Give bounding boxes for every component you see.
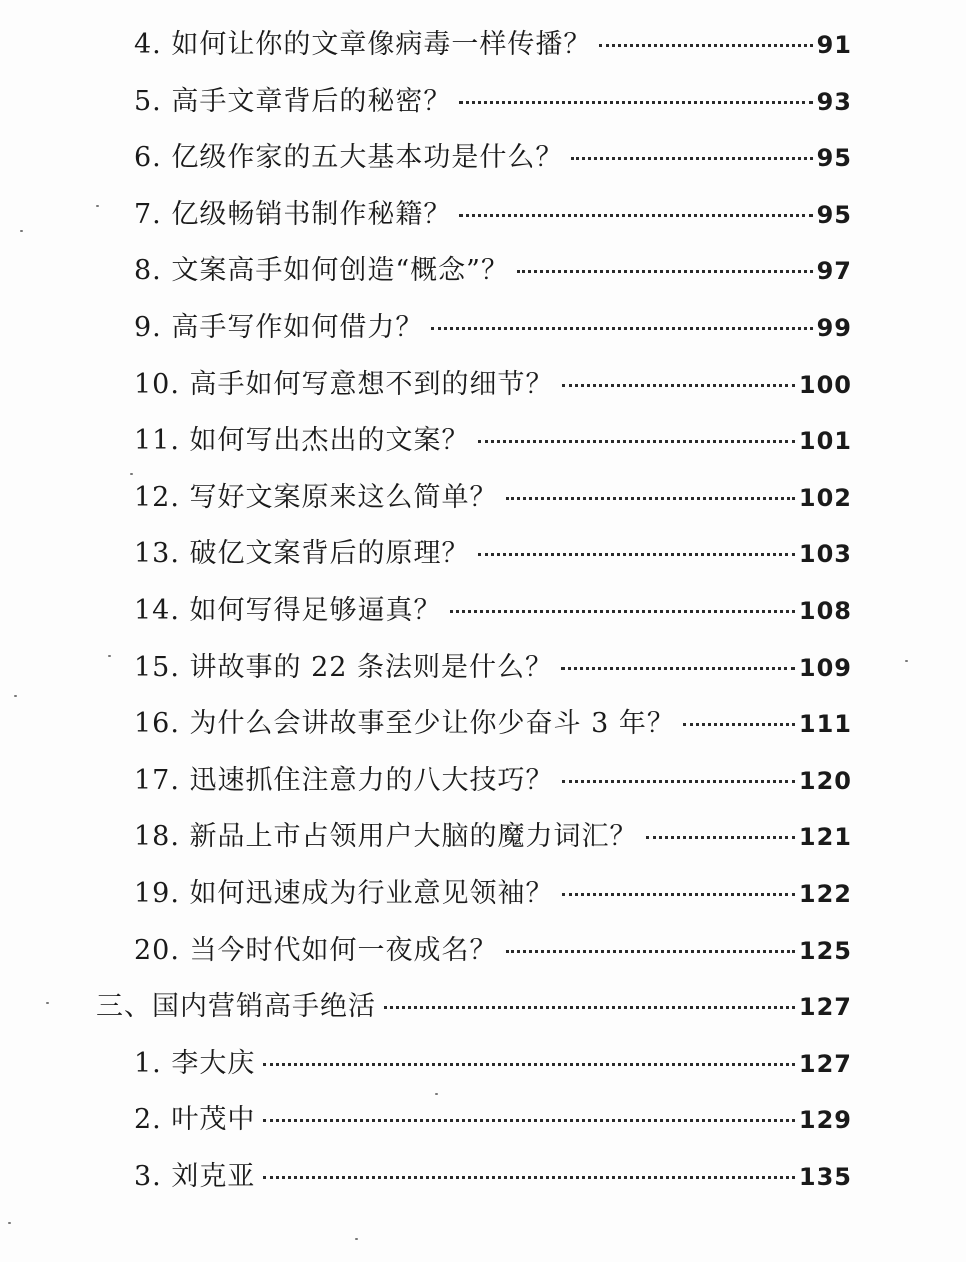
toc-page-number: 100 <box>798 370 852 399</box>
toc-dot-leader <box>561 667 795 670</box>
toc-page-number: 125 <box>798 936 852 965</box>
toc-entry <box>134 79 852 123</box>
toc-dot-leader <box>562 893 795 896</box>
toc-page-number: 120 <box>798 766 852 795</box>
toc-entry <box>134 814 852 858</box>
toc-entry <box>134 531 852 575</box>
toc-section-entry <box>96 984 852 1028</box>
toc-dot-leader <box>517 270 813 273</box>
toc-dot-leader <box>384 1006 795 1009</box>
toc-page-number: 129 <box>798 1106 852 1135</box>
toc-dot-leader <box>562 780 795 783</box>
toc-entry-title: 11. 如何写出杰出的文案？ <box>134 425 470 457</box>
toc-entry <box>134 135 852 179</box>
toc-dot-leader <box>431 327 812 330</box>
toc-dot-leader <box>459 101 812 104</box>
toc-dot-leader <box>478 440 795 443</box>
toc-entry <box>134 22 852 66</box>
toc-dot-leader <box>459 214 812 217</box>
scan-speck <box>46 1002 49 1004</box>
toc-page-number: 111 <box>798 710 852 739</box>
toc-dot-leader <box>506 950 795 953</box>
toc-page-number: 127 <box>798 993 852 1022</box>
scan-speck <box>108 655 111 657</box>
toc-dot-leader <box>263 1176 795 1179</box>
toc-entry-title: 3. 刘克亚 <box>134 1161 256 1192</box>
toc-dot-leader <box>450 610 795 613</box>
toc-entry <box>134 928 852 972</box>
toc-entry <box>134 418 852 462</box>
toc-page-number: 135 <box>798 1163 852 1191</box>
toc-entry <box>134 305 852 349</box>
toc-entry-title: 8. 文案高手如何创造“概念”？ <box>134 255 509 287</box>
toc-entry <box>134 1154 852 1198</box>
toc-entry-title: 1. 李大庆 <box>134 1047 256 1079</box>
toc-entry-title: 20. 当今时代如何一夜成名？ <box>134 934 498 966</box>
toc-page-number: 127 <box>798 1049 852 1078</box>
toc-entry-title: 9. 高手写作如何借力？ <box>134 312 424 343</box>
toc-entry <box>134 192 852 236</box>
toc-page-number: 108 <box>798 597 852 625</box>
toc-dot-leader <box>571 157 812 160</box>
toc-dot-leader <box>599 44 812 47</box>
toc-entry <box>134 645 852 689</box>
toc-entry-title: 2. 叶茂中 <box>134 1104 256 1136</box>
toc-entry-title: 14. 如何写得足够逼真？ <box>134 595 442 626</box>
toc-entry-title: 18. 新品上市占领用户大脑的魔力词汇？ <box>134 821 638 853</box>
scan-speck <box>905 660 908 662</box>
toc-entry-title: 三、国内营销高手绝活 <box>96 991 376 1023</box>
toc-page-number: 102 <box>798 483 852 512</box>
toc-dot-leader <box>478 553 795 556</box>
toc-dot-leader <box>263 1119 795 1122</box>
toc-entry-title: 15. 讲故事的 22 条法则是什么？ <box>134 651 554 683</box>
toc-entry <box>134 1097 852 1141</box>
toc-page-number: 109 <box>798 653 852 682</box>
toc-entry-title: 17. 迅速抓住注意力的八大技巧？ <box>134 764 554 796</box>
toc-page-number: 103 <box>798 540 852 569</box>
toc-entry <box>134 588 852 632</box>
toc-entry-title: 6. 亿级作家的五大基本功是什么？ <box>134 142 564 174</box>
toc-dot-leader <box>562 384 795 387</box>
scan-speck <box>130 473 133 475</box>
toc-entry <box>134 475 852 519</box>
toc-entry-title: 10. 高手如何写意想不到的细节？ <box>134 368 554 400</box>
toc-entry-title: 7. 亿级畅销书制作秘籍？ <box>134 198 452 230</box>
toc-entry <box>134 362 852 406</box>
toc-entry-title: 12. 写好文案原来这么简单？ <box>134 481 498 513</box>
scan-speck <box>435 1093 438 1095</box>
toc-entry-title: 13. 破亿文案背后的原理？ <box>134 538 470 570</box>
scan-speck <box>20 230 23 232</box>
toc-page-number: 95 <box>816 200 852 229</box>
toc-entry <box>134 758 852 802</box>
scan-speck <box>14 695 17 697</box>
toc-page-number: 97 <box>816 257 852 286</box>
scan-speck <box>96 205 99 207</box>
toc-dot-leader <box>506 497 795 500</box>
toc-entry-title: 16. 为什么会讲故事至少让你少奋斗 3 年？ <box>134 708 675 740</box>
scan-speck <box>8 1222 11 1224</box>
toc-entry <box>134 871 852 915</box>
toc-entry-title: 19. 如何迅速成为行业意见领袖？ <box>134 878 554 909</box>
toc-dot-leader <box>683 723 795 726</box>
toc-page-number: 91 <box>816 31 852 59</box>
scan-speck <box>355 1238 358 1240</box>
toc-entry <box>134 248 852 292</box>
toc-page-number: 121 <box>798 823 852 852</box>
toc-page-number: 101 <box>798 427 852 456</box>
toc-page-number: 122 <box>798 880 852 908</box>
toc-page-number: 99 <box>816 314 852 342</box>
toc-dot-leader <box>263 1063 795 1066</box>
toc-dot-leader <box>646 836 795 839</box>
toc-entry-title: 5. 高手文章背后的秘密？ <box>134 85 452 117</box>
toc-entry <box>134 1041 852 1085</box>
toc-entry <box>134 701 852 745</box>
toc-page-number: 93 <box>816 87 852 116</box>
toc-page-number: 95 <box>816 144 852 173</box>
toc-entry-title: 4. 如何让你的文章像病毒一样传播？ <box>134 29 592 60</box>
